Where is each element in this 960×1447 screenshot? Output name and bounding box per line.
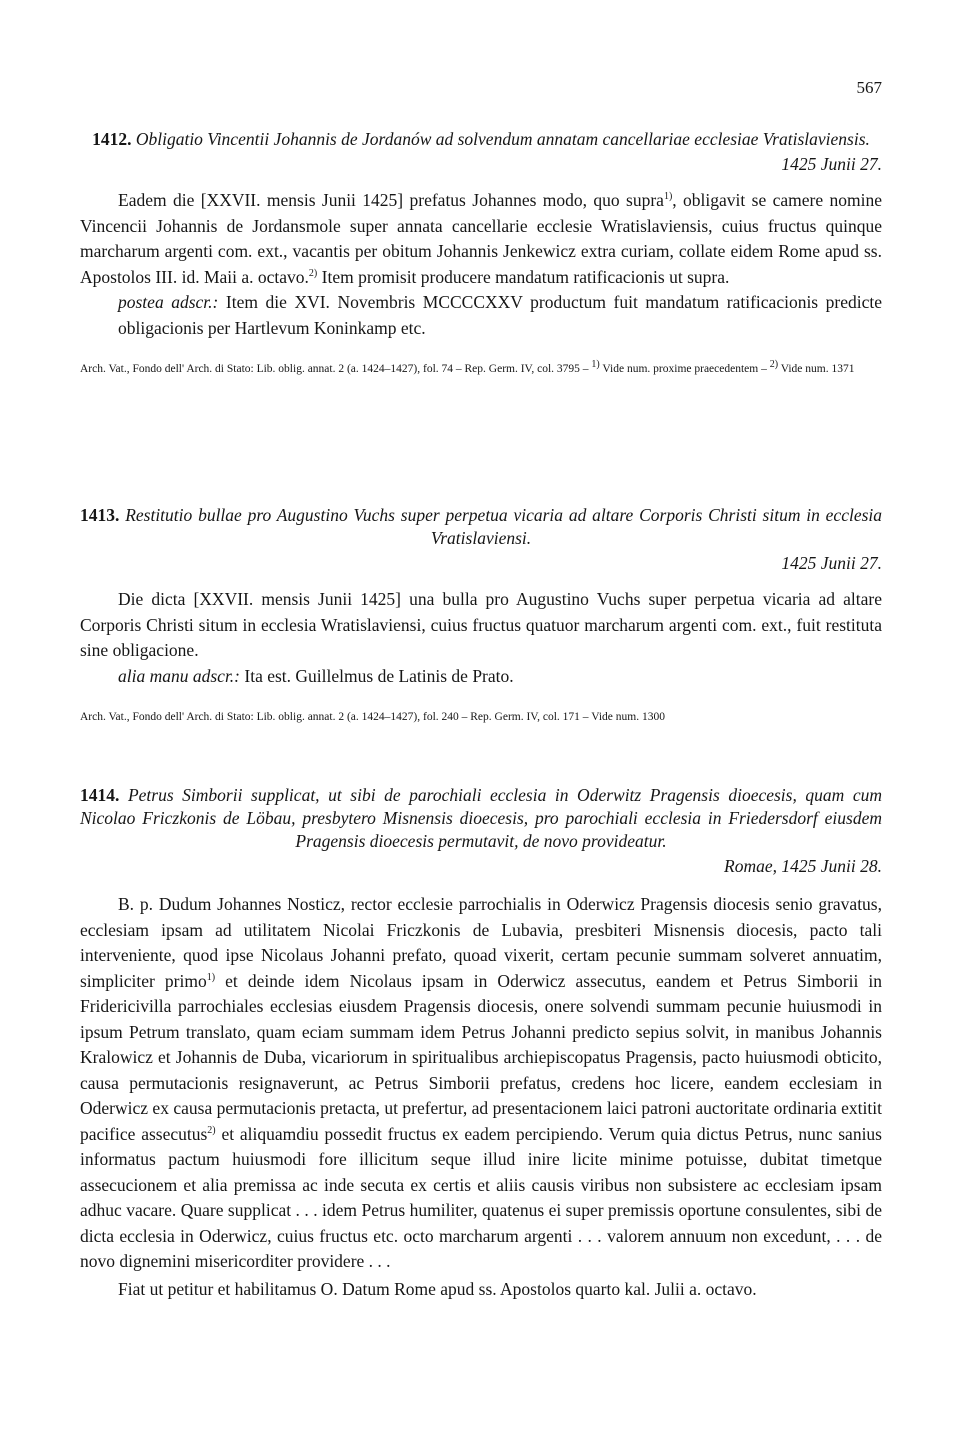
entry-footnote: Arch. Vat., Fondo dell' Arch. di Stato: Lib. oblig. annat. 2 (a. 1424–1427), fol. 240 – Rep. Germ. IV, col. 171 – Vide num. 1300 (80, 711, 665, 723)
note-text: Ita est. Guillelmus de Latinis de Prato. (240, 665, 514, 686)
note-label: alia manu adscr.: (118, 665, 241, 686)
entry-closing: Fiat ut petitur et habilitamus O. Datum Rome apud ss. Apostolos quarto kal. Julii a. octavo. (118, 1278, 757, 1299)
footnote-ref: 1) (663, 191, 673, 203)
entry-date: 1425 Junii 27. (781, 553, 882, 573)
entry-title: Petrus Simborii supplicat, ut sibi de parochiali ecclesia in Oderwitz Pragensis dioecesis, quam cum Nicolao Friczkonis de Löbau, presbytero Misnensis dioecesis, pro parochiali ecclesia in Friedersdorf eiusdem Pragensis dioecesis permutavit, de novo provideatur. (80, 785, 882, 851)
entry-text: Die dicta [XXVII. mensis Junii 1425] una bulla pro Augustino Vuchs super perpetua vicaria ad altare Corporis Christi situm in ecclesia Wratislaviensi, cuius fructus quatuor marcharum argenti com. ext., fuit restituta sine obligacione. (80, 589, 882, 660)
entry-heading (80, 128, 882, 151)
entry-1412 (80, 128, 882, 379)
entry-text: Eadem die [XXVII. mensis Junii 1425] prefatus Johannes modo, quo supra$^{1)}$, obligavit se camere nomine Vincencii Johannis de Jordansmole super annata cancellarie ecclesie Wratislaviensis, cuius fructus quinque marcharum argenti com. ext., vacantis per obitum Johannis Jenkewicz extra curiam, collate eidem Rome apud ss. Apostolos III. id. Maii a. octavo.$^{2)}$ Item promisit producere mandatum ratificacionis ut supra. (80, 190, 882, 287)
footnote-ref: 2) (207, 1124, 216, 1136)
footnote-ref: 2) (308, 267, 318, 279)
entry-heading (80, 504, 882, 550)
entry-title: Restitutio bullae pro Augustino Vuchs super perpetua vicaria ad altare Corporis Christi situm in ecclesia Vratislaviensi. (125, 505, 883, 548)
entry-1414 (80, 784, 882, 1302)
entry-footnote: Arch. Vat., Fondo dell' Arch. di Stato: Lib. oblig. annat. 2 (a. 1424–1427), fol. 74 – Rep. Germ. IV, col. 3795 – $^{1)}$ Vide num. proxime praecedentem – $^{2)}$ Vide num. 1371 (80, 359, 855, 375)
entry-heading (80, 784, 882, 853)
entry-date: 1425 Junii 27. (781, 154, 882, 174)
entry-number: 1413. (80, 505, 120, 525)
entry-body (80, 892, 882, 1302)
entry-body (80, 188, 882, 341)
note-text: Item die XVI. Novembris MCCCCXXV productum fuit mandatum ratificacionis predicte obligacionis per Hartlevum Koninkamp etc. (118, 292, 883, 338)
note-label: postea adscr.: (118, 292, 219, 312)
entry-note (118, 664, 882, 690)
page-number: 567 (856, 78, 882, 97)
entry-1413 (80, 504, 882, 727)
entry-title: Obligatio Vincentii Johannis de Jordanów ad solvendum annatam cancellariae ecclesiae Vratislaviensis. (135, 129, 870, 149)
entry-number: 1414. (80, 785, 120, 805)
entry-body (80, 587, 882, 689)
footnote-ref: 1) (206, 971, 216, 983)
entry-text: B. p. Dudum Johannes Nosticz, rector ecclesie parrochialis in Oderwicz Pragensis diocesis senio gravatus, ecclesiam ipsam ad utilitatem Nicolai Friczkonis de Lubavia, presbiteri Misnensis diocesis, pacto tali interveniente, quod ipse Nicolaus Johanni prefato, quoad vixerit, certam pecunie summam solveret annuatim, simpliciter primo$^{1)}$ et deinde idem Nicolaus ipsam in Oderwicz assecutus, eandem et Petrus Simborii in Fridericivilla parrochiales ecclesias eiusdem Pragensis diocesis, onere solvendi summam pecunie huiusmodi in ipsum Petrum translato, quam eciam summam idem Petrus Johanni predicto sepius solvit, in manibus Johannis Kralowicz et Johannis de Duba, vicariorum in spiritualibus archiepiscopatus Pragensis, pacto huiusmodi obticito, causa permutacionis resignaverunt, ac Petrus Simborii prefatus, credens hoc licere, eandem ecclesiam in Oderwicz ex causa permutacionis pretacta, ut prefertur, ad presentacionem laici patroni auctoritate ordinaria extitit pacifice assecutus$^{2)}$ et aliquamdiu possedit fructus ex eadem percipiendo. Verum quia dictus Petrus, nunc sanius informatus pactum huiusmodi fore illicitum seque illud inire licite minime potuisse, dubitat timetque assecucionem et alia premissa ac inde secuta ex certis et aliis causis viribus non subsistere ac ecclesiam ipsam adhuc vacare. Quare supplicat . . . idem Petrus humiliter, quatenus ei super premissis oportune consulentes, sibi de dicta ecclesia in Oderwicz, cuius fructus etc. octo marcharum argenti . . . valorem annuum non excedunt, . . . de novo dignemini misericorditer providere . . . (80, 894, 882, 1271)
entry-date: Romae, 1425 Junii 28. (724, 856, 882, 876)
entry-number: 1412. (92, 129, 132, 149)
entry-note (118, 290, 882, 341)
